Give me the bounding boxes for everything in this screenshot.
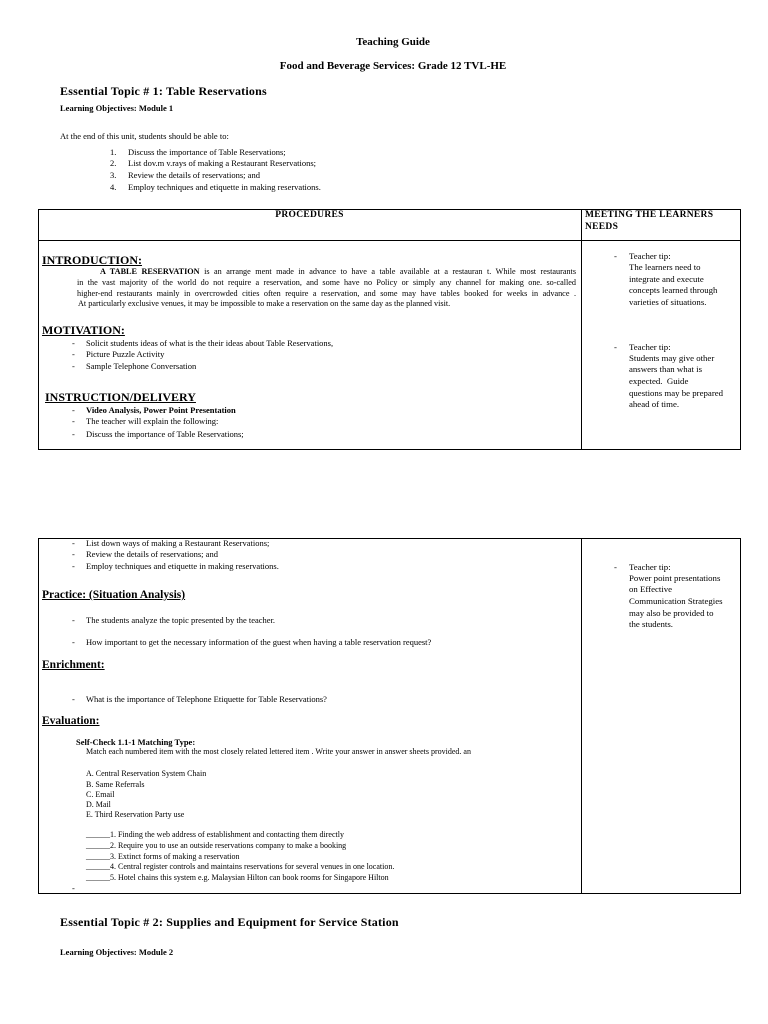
instruction-item: Discuss the importance of Table Reservations; [86, 429, 244, 439]
table-header-divider [38, 240, 741, 241]
bullet-dash: - [72, 694, 75, 704]
learning-objectives-label: Learning Objectives: [60, 947, 137, 957]
bullet-dash: - [72, 405, 75, 415]
page-subtitle: Food and Beverage Services: Grade 12 TVL-HE [279, 60, 507, 72]
teacher-tip-line: questions may be prepared [629, 388, 724, 398]
objective-text: Review the details of reservations; and [128, 170, 260, 180]
objective-text: Employ techniques and etiquette in making reservations. [128, 182, 321, 192]
enrichment-heading: Enrichment: [42, 659, 105, 671]
teacher-tip-line: concepts learned through [629, 285, 718, 295]
bullet-dash: - [72, 361, 75, 371]
introduction-heading: INTRODUCTION: [42, 253, 143, 267]
teacher-tip-label: Teacher tip: [629, 342, 671, 352]
learners-needs-header: NEEDS [585, 222, 619, 232]
practice-item: How important to get the necessary information of the guest when having a table reservation request? [86, 637, 432, 647]
self-check-instructions: Match each numbered item with the most closely related lettered item . Write your answer in answer sheets provided. an [86, 747, 471, 756]
teacher-tip-line: the students. [629, 619, 673, 629]
continued-item: Review the details of reservations; and [86, 549, 218, 559]
learning-objectives-module-1 [60, 104, 173, 113]
topic-2-heading: Essential Topic # 2: Supplies and Equipment for Service Station [60, 915, 399, 929]
teacher-tip-line: may also be provided to [629, 608, 714, 618]
matching-choice: B. Same Referrals [86, 780, 145, 789]
teacher-tip-line: The learners need to [629, 262, 701, 272]
teacher-tip-line: integrate and execute [629, 274, 704, 284]
procedures-header: PROCEDURES [275, 210, 344, 220]
instruction-item: Video Analysis, Power Point Presentation [86, 405, 236, 415]
bullet-dash: - [72, 637, 75, 647]
teacher-tip-line: Communication Strategies [629, 596, 723, 606]
motivation-item: Picture Puzzle Activity [86, 349, 165, 359]
introduction-line: At particularly exclusive venues, it may be impossible to make a reservation on the same day as the planned visit. [78, 299, 451, 308]
introduction-line: in the vast majority of the world do not require a reservation, and some have no Policy or simply any channel for making one. so-called [77, 278, 576, 287]
matching-item: ______1. Finding the web address of establishment and contacting them directly [86, 830, 344, 839]
matching-choice: D. Mail [86, 800, 111, 809]
practice-heading: Practice: (Situation Analysis) [42, 589, 186, 601]
introduction-text: is an arrange ment made in advance to have a table available at a restauran t. While most restaurants [204, 267, 577, 276]
bullet-dash: - [72, 429, 75, 439]
matching-item: ______5. Hotel chains this system e.g. Malaysian Hilton can book rooms for Singapore Hilton [86, 873, 389, 882]
learning-objectives-module-2 [60, 948, 173, 957]
page-title: Teaching Guide [356, 36, 430, 48]
matching-choice: A. Central Reservation System Chain [86, 769, 207, 778]
motivation-heading: MOTIVATION: [42, 323, 125, 337]
table-reservation-term: A TABLE RESERVATION [100, 267, 200, 276]
table-column-divider [581, 538, 582, 894]
enrichment-item: What is the importance of Telephone Etiquette for Table Reservations? [86, 694, 327, 704]
tip-dash: - [614, 342, 617, 352]
objective-text: List dov.m v.rays of making a Restaurant Reservations; [128, 158, 316, 168]
tip-dash: - [614, 562, 617, 572]
teacher-tip-label: Teacher tip: [629, 251, 671, 261]
learners-needs-header: MEETING THE LEARNERS [585, 210, 714, 220]
practice-item: The students analyze the topic presented by the teacher. [86, 615, 276, 625]
objectives-intro: At the end of this unit, students should be able to: [60, 131, 229, 141]
bullet-dash: - [72, 883, 75, 893]
module-label: Module 2 [138, 947, 174, 957]
motivation-item: Sample Telephone Conversation [86, 361, 197, 371]
bullet-dash: - [72, 538, 75, 548]
continued-item: Employ techniques and etiquette in making reservations. [86, 561, 279, 571]
learning-objectives-label: Learning Objectives: [60, 103, 137, 113]
teacher-tip-line: answers than what is [629, 364, 703, 374]
bullet-dash: - [72, 416, 75, 426]
instruction-delivery-heading: INSTRUCTION/DELIVERY [45, 390, 196, 404]
bullet-dash: - [72, 349, 75, 359]
teacher-tip-line: ahead of time. [629, 399, 680, 409]
objective-number: 3. [110, 170, 117, 180]
self-check-title: Self-Check 1.1-1 Matching Type: [76, 737, 196, 747]
introduction-line: higher-end restaurants mainly in overcrowded cities often require a reservation, and some may have tables booked for weeks in advance . [77, 289, 576, 298]
objective-number: 1. [110, 147, 117, 157]
bullet-dash: - [72, 549, 75, 559]
continued-item: List down ways of making a Restaurant Reservations; [86, 538, 270, 548]
evaluation-heading: Evaluation: [42, 715, 100, 727]
tip-dash: - [614, 251, 617, 261]
instruction-item: The teacher will explain the following: [86, 416, 219, 426]
objective-text: Discuss the importance of Table Reservations; [128, 147, 286, 157]
objective-number: 2. [110, 158, 117, 168]
table-column-divider [581, 209, 582, 450]
introduction-line [100, 268, 576, 276]
teacher-tip-line: varieties of situations. [629, 297, 707, 307]
bullet-dash: - [72, 338, 75, 348]
objective-number: 4. [110, 182, 117, 192]
teacher-tip-line: expected. Guide [629, 376, 689, 386]
module-label: Module 1 [138, 103, 174, 113]
teacher-tip-line: Power point presentations [629, 573, 721, 583]
teacher-tip-label: Teacher tip: [629, 562, 671, 572]
teacher-tip-line: on Effective [629, 584, 673, 594]
motivation-item: Solicit students ideas of what is the their ideas about Table Reservations, [86, 338, 334, 348]
matching-choice: E. Third Reservation Party use [86, 810, 185, 819]
matching-choice: C. Email [86, 790, 115, 799]
teacher-tip-line: Students may give other [629, 353, 715, 363]
matching-item: ______4. Central register controls and maintains reservations for several venues in one location. [86, 862, 395, 871]
bullet-dash: - [72, 615, 75, 625]
bullet-dash: - [72, 561, 75, 571]
matching-item: ______3. Extinct forms of making a reservation [86, 852, 240, 861]
matching-item: ______2. Require you to use an outside reservations company to make a booking [86, 841, 347, 850]
topic-1-heading: Essential Topic # 1: Table Reservations [60, 84, 267, 98]
